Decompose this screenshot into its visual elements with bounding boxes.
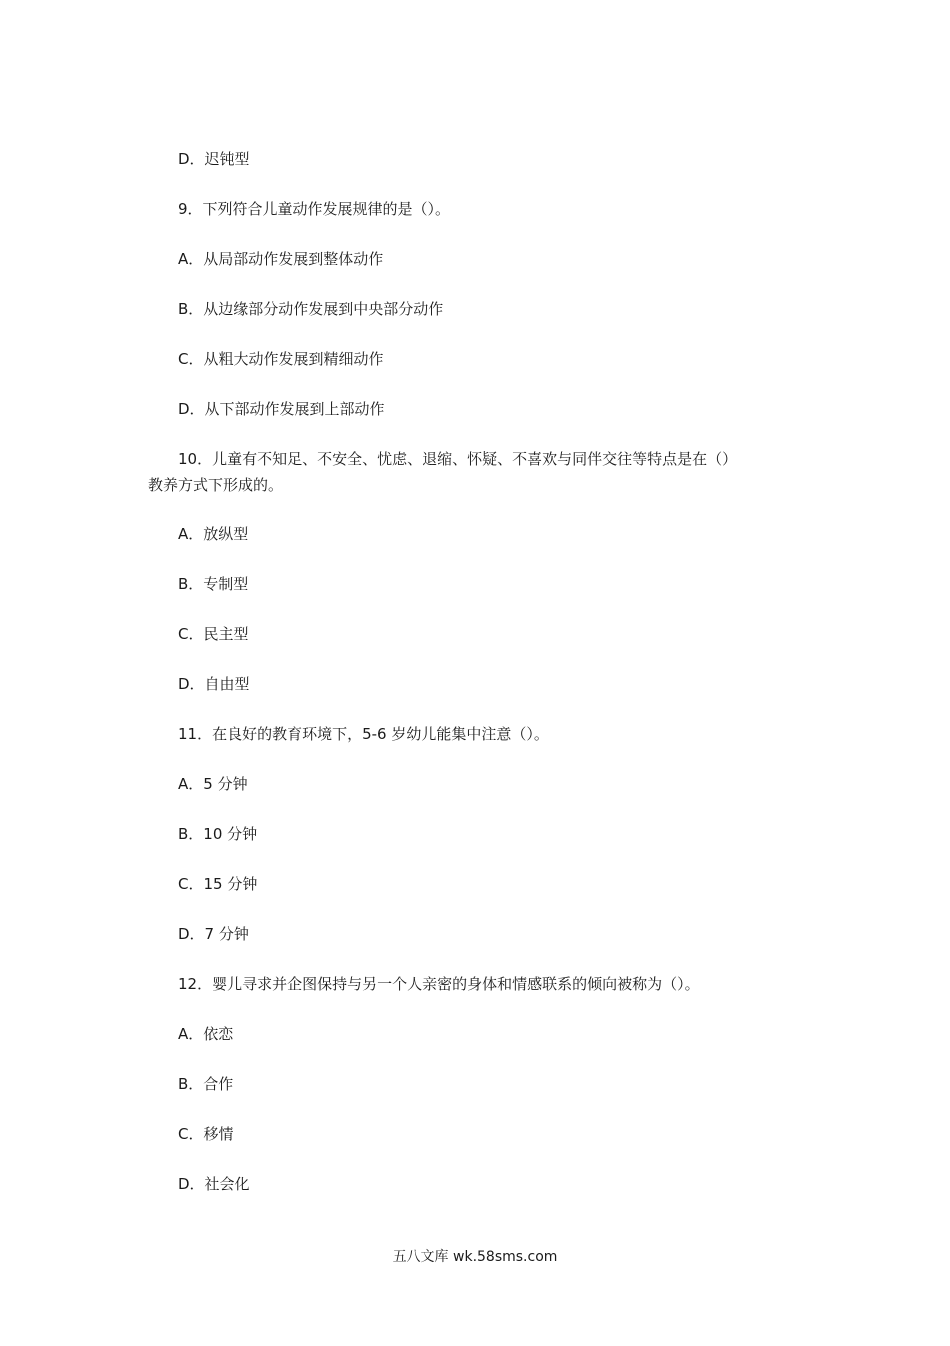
- option-line: D．自由型: [178, 675, 250, 693]
- question-line: 12．婴儿寻求并企图保持与另一个人亲密的身体和情感联系的倾向被称为（）。: [178, 975, 700, 993]
- option-line: D．从下部动作发展到上部动作: [178, 400, 385, 418]
- option-line: A．放纵型: [178, 525, 249, 543]
- option-line: A．5 分钟: [178, 775, 248, 793]
- option-line: A．从局部动作发展到整体动作: [178, 250, 384, 268]
- option-line: C．移情: [178, 1125, 234, 1143]
- option-line: C．从粗大动作发展到精细动作: [178, 350, 384, 368]
- question-line: 9．下列符合儿童动作发展规律的是（）。: [178, 200, 451, 218]
- page-footer: 五八文库 wk.58sms.com: [392, 1249, 558, 1265]
- option-line: A．依恋: [178, 1025, 234, 1043]
- option-line: B．10 分钟: [178, 825, 258, 843]
- option-line: D．迟钝型: [178, 150, 250, 168]
- question-line-continuation: 教养方式下形成的。: [148, 476, 284, 494]
- option-line: B．专制型: [178, 575, 249, 593]
- option-line: B．合作: [178, 1075, 234, 1093]
- option-line: D．7 分钟: [178, 925, 249, 943]
- option-line: C．民主型: [178, 625, 249, 643]
- question-line: 11．在良好的教育环境下，5-6 岁幼儿能集中注意（）。: [178, 725, 549, 743]
- option-line: C．15 分钟: [178, 875, 258, 893]
- option-line: D．社会化: [178, 1175, 250, 1193]
- question-line: 10．儿童有不知足、不安全、忧虑、退缩、怀疑、不喜欢与同伴交往等特点是在（）: [178, 450, 738, 468]
- option-line: B．从边缘部分动作发展到中央部分动作: [178, 300, 444, 318]
